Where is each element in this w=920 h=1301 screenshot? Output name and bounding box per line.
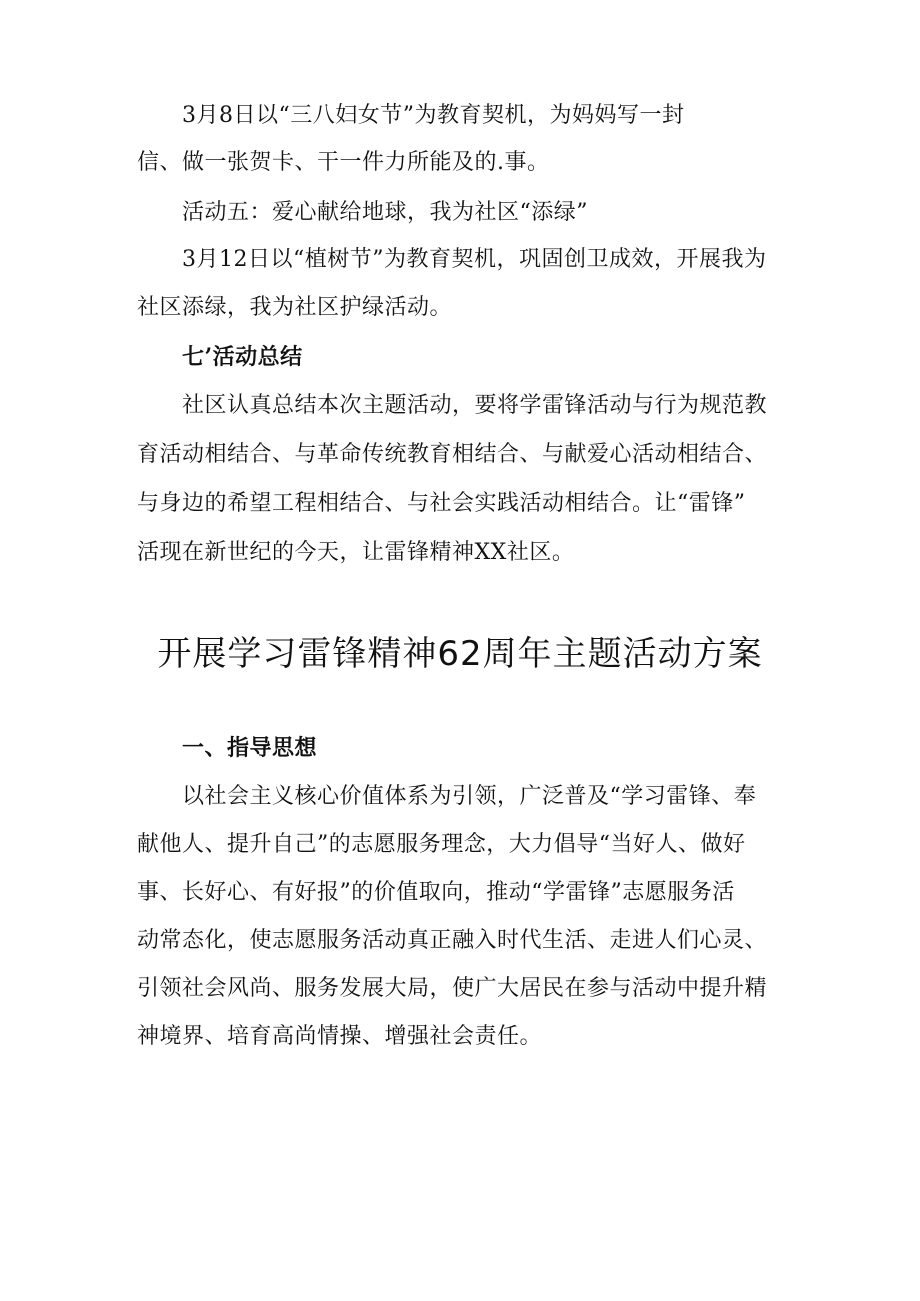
paragraph-line: 神境界、培育高尚情操、增强社会责任。 [137,1024,543,1049]
paragraph-line: 社区添绿，我为社区护绿活动。 [137,295,453,320]
section-heading-summary: 七’活动总结 [182,344,303,370]
paragraph-line: 育活动相结合、与革命传统教育相结合、与献爱心活动相结合、 [137,442,768,467]
paragraph-line: 活现在新世纪的今天，让雷锋精神XX社区。 [137,540,575,565]
document-title: 开展学习雷锋精神62周年主题活动方案 [157,634,763,674]
paragraph-line: 以社会主义核心价值体系为引领，广泛普及“学习雷锋、奉 [182,784,757,809]
paragraph-line: 事、长好心、有好报”的价值取向，推动“学雷锋”志愿服务活 [137,880,735,905]
paragraph-line: 与身边的希望工程相结合、与社会实践活动相结合。让“雷锋” [137,491,746,516]
paragraph-line: 3月12日以“植树节”为教育契机，巩固创卫成效，开展我为 [182,247,767,272]
activity-five-line: 活动五：爱心献给地球，我为社区“添绿” [182,200,588,225]
paragraph-line: 社区认真总结本次主题活动，要将学雷锋活动与行为规范教 [182,393,768,418]
paragraph-line: 信、做一张贺卡、干一件力所能及的.事。 [137,150,550,175]
paragraph-line: 引领社会风尚、服务发展大局，使广大居民在参与活动中提升精 [137,976,768,1001]
paragraph-line: 献他人、提升自己”的志愿服务理念，大力倡导“当好人、做好 [137,832,746,857]
paragraph-line: 动常态化，使志愿服务活动真正融入时代生活、走进人们心灵、 [137,928,768,953]
section-heading-guiding-ideology: 一、指导思想 [182,735,318,761]
paragraph-line: 3月8日以“三八妇女节”为教育契机，为妈妈写一封 [182,103,685,128]
